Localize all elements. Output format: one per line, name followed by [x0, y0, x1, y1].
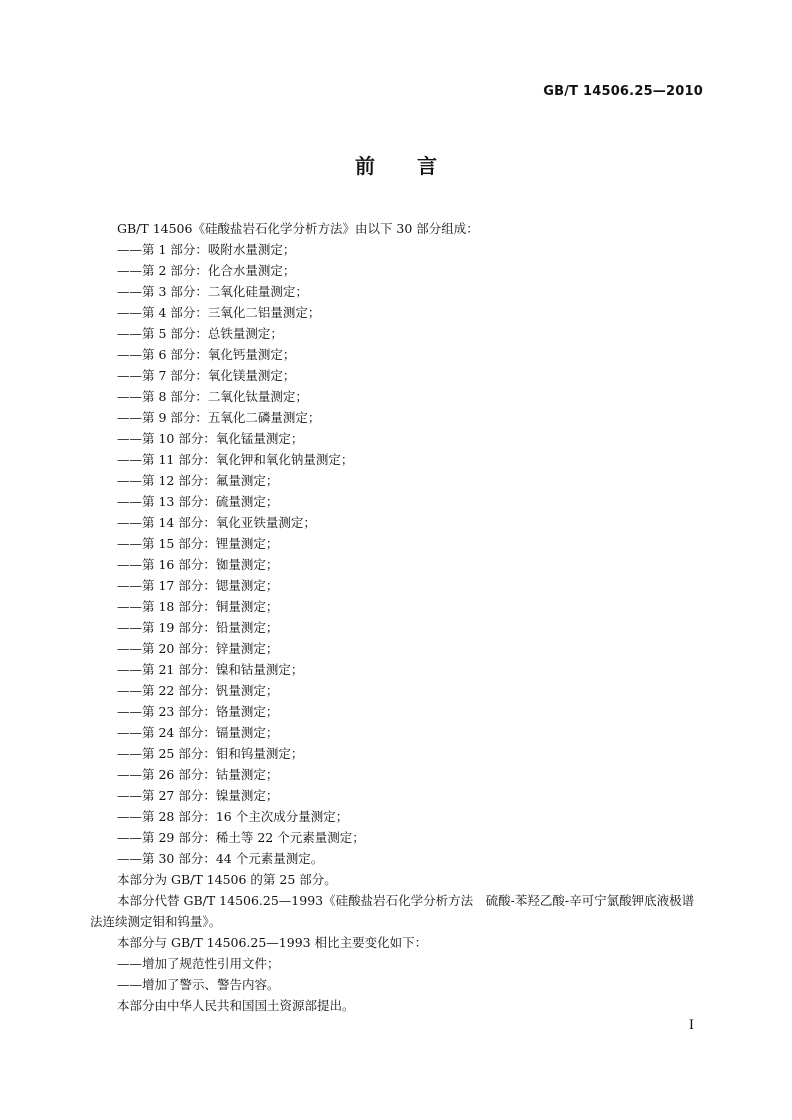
part-list-item: ——第 26 部分：钴量测定；	[117, 767, 279, 782]
part-list-item: ——第 27 部分：镍量测定；	[117, 788, 279, 803]
page-title	[0, 150, 792, 179]
part-list-item: ——第 4 部分：三氧化二铝量测定；	[117, 305, 321, 320]
changes-intro-line: 本部分与 GB/T 14506.25—1993 相比主要变化如下：	[117, 935, 428, 950]
part-list-item: ——第 10 部分：氧化锰量测定；	[117, 431, 304, 446]
part-list-item: ——第 8 部分：二氧化钛量测定；	[117, 389, 308, 404]
part-list-item: ——第 15 部分：锂量测定；	[117, 536, 279, 551]
this-part-paragraph: 本部分为 GB/T 14506 的第 25 部分。	[117, 872, 337, 887]
part-list-item: ——第 1 部分：吸附水量测定；	[117, 242, 296, 257]
changes-list	[90, 953, 702, 995]
part-list-item: ——第 20 部分：锌量测定；	[117, 641, 279, 656]
intro-line: GB/T 14506《硅酸盐岩石化学分析方法》由以下 30 部分组成：	[117, 221, 479, 236]
parts-list	[90, 239, 702, 869]
change-list-item: ——增加了规范性引用文件；	[117, 956, 280, 971]
part-list-item: ——第 2 部分：化合水量测定；	[117, 263, 296, 278]
part-list-item: ——第 11 部分：氧化钾和氧化钠量测定；	[117, 452, 354, 467]
proposed-by-paragraph: 本部分由中华人民共和国国土资源部提出。	[117, 998, 355, 1013]
part-list-item: ——第 18 部分：铜量测定；	[117, 599, 279, 614]
part-list-item: ——第 25 部分：钼和钨量测定；	[117, 746, 304, 761]
standard-code-header: GB/T 14506.25—2010	[543, 84, 703, 99]
part-list-item: ——第 22 部分：钒量测定；	[117, 683, 279, 698]
part-list-item: ——第 23 部分：铬量测定；	[117, 704, 279, 719]
part-list-item: ——第 21 部分：镍和钴量测定；	[117, 662, 304, 677]
title-char-2: 言	[417, 154, 437, 178]
part-list-item: ——第 13 部分：硫量测定；	[117, 494, 279, 509]
part-list-item: ——第 24 部分：镉量测定；	[117, 725, 279, 740]
part-list-item: ——第 3 部分：二氧化硅量测定；	[117, 284, 308, 299]
part-list-item: ——第 28 部分：16 个主次成分量测定；	[117, 809, 349, 824]
part-list-item: ——第 5 部分：总铁量测定；	[117, 326, 283, 341]
part-list-item: ——第 17 部分：锶量测定；	[117, 578, 279, 593]
change-list-item: ——增加了警示、警告内容。	[117, 977, 280, 992]
page-number: I	[688, 1018, 694, 1033]
part-list-item: ——第 9 部分：五氧化二磷量测定；	[117, 410, 321, 425]
part-list-item: ——第 19 部分：铅量测定；	[117, 620, 279, 635]
part-list-item: ——第 12 部分：氟量测定；	[117, 473, 279, 488]
part-list-item: ——第 14 部分：氧化亚铁量测定；	[117, 515, 316, 530]
title-char-1: 前	[355, 154, 375, 178]
foreword-body	[90, 218, 702, 1016]
part-list-item: ——第 29 部分：稀土等 22 个元素量测定；	[117, 830, 365, 845]
part-list-item: ——第 7 部分：氧化镁量测定；	[117, 368, 296, 383]
replaces-paragraph: 本部分代替 GB/T 14506.25—1993《硅酸盐岩石化学分析方法 硫酸-苯羟乙酸-辛可宁氯酸钾底液极谱法连续测定钼和钨量》。	[90, 893, 695, 929]
part-list-item: ——第 16 部分：铷量测定；	[117, 557, 279, 572]
part-list-item: ——第 6 部分：氧化钙量测定；	[117, 347, 296, 362]
part-list-item: ——第 30 部分：44 个元素量测定。	[117, 851, 324, 866]
